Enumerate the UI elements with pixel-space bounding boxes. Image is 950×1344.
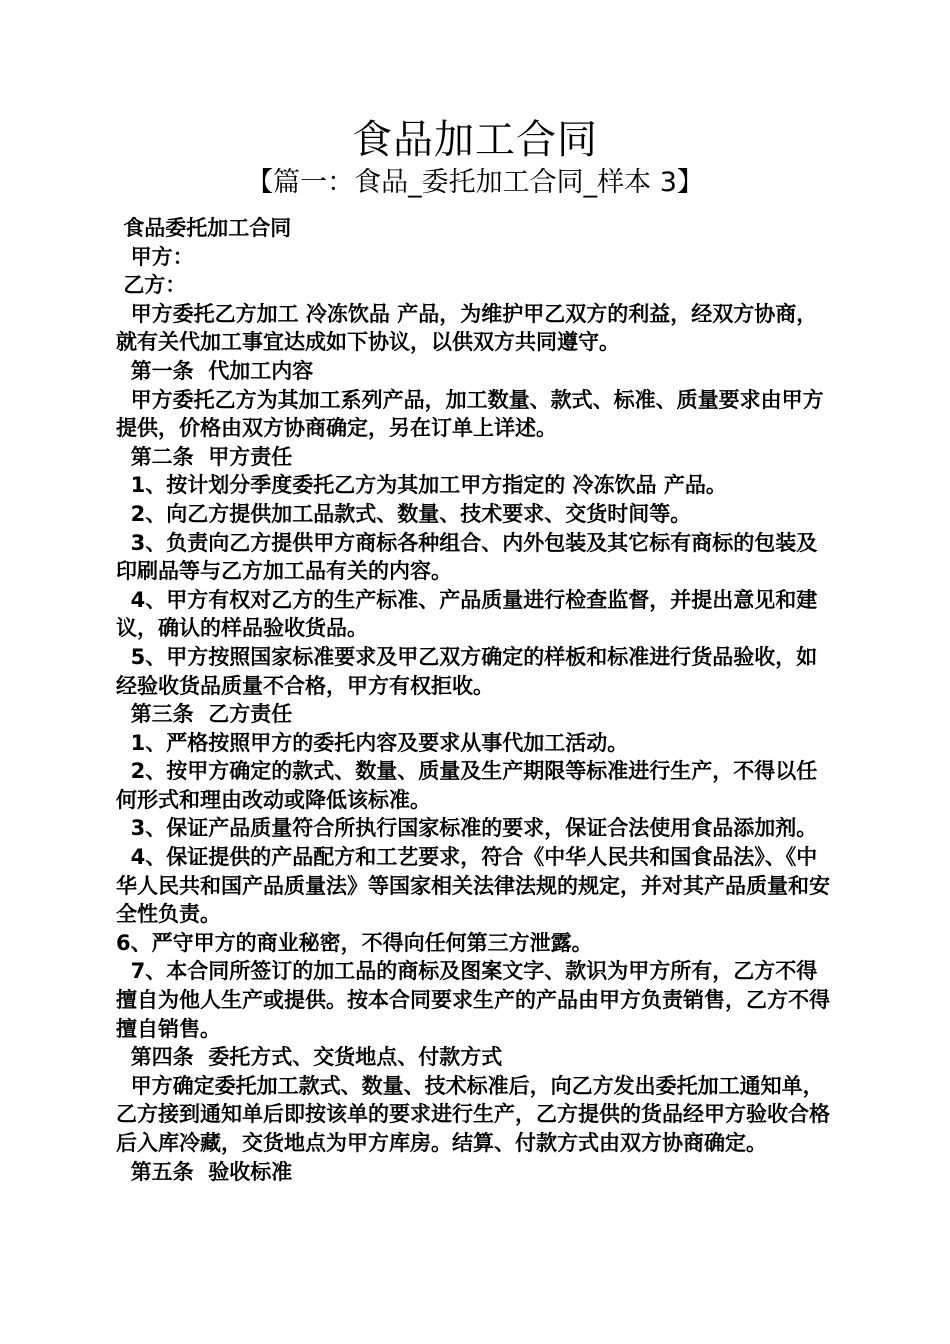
contract-body — [116, 214, 832, 1186]
article-3-item: 6、严守甲方的商业秘密，不得向任何第三方泄露。 — [116, 930, 593, 955]
article-2-item: 5、甲方按照国家标准要求及甲乙双方确定的样板和标准进行货品验收，如经验收货品质量不合格，甲方有权拒收。 — [116, 644, 818, 698]
article-2-item: 2、向乙方提供加工品款式、数量、技术要求、交货时间等。 — [116, 501, 692, 526]
article-2-item: 1、按计划分季度委托乙方为其加工甲方指定的 冷冻饮品 产品。 — [116, 473, 727, 498]
heading-contract-name: 食品委托加工合同 — [116, 216, 292, 240]
party-a-line: 甲方： — [116, 244, 194, 269]
article-5-heading: 第五条 验收标准 — [116, 1159, 293, 1184]
article-4-paragraph: 甲方确定委托加工款式、数量、技术标准后，向乙方发出委托加工通知单，乙方接到通知单后即按该单的要求进行生产，乙方提供的货品经甲方验收合格后入库冷藏，交货地点为甲方库房。结算、付款方式由双方协商确定。 — [116, 1073, 830, 1155]
article-3-item: 4、保证提供的产品配方和工艺要求，符合《中华人民共和国食品法》、《中华人民共和国产品质量法》等国家相关法律法规的规定，并对其产品质量和安全性负责。 — [116, 845, 830, 927]
preamble-paragraph: 甲方委托乙方加工 冷冻饮品 产品，为维护甲乙双方的利益，经双方协商，就有关代加工事宜达成如下协议，以供双方共同遵守。 — [116, 301, 818, 355]
article-3-item: 3、保证产品质量符合所执行国家标准的要求，保证合法使用食品添加剂。 — [116, 816, 818, 841]
article-3-item: 1、严格按照甲方的委托内容及要求从事代加工活动。 — [116, 730, 629, 755]
article-2-item: 4、甲方有权对乙方的生产标准、产品质量进行检查监督，并提出意见和建议，确认的样品验收货品。 — [116, 587, 818, 641]
article-2-heading: 第二条 甲方责任 — [116, 444, 293, 469]
party-b-line: 乙方： — [116, 273, 187, 298]
article-1-heading: 第一条 代加工内容 — [116, 358, 314, 383]
article-4-heading: 第四条 委托方式、交货地点、付款方式 — [116, 1045, 503, 1070]
article-3-heading: 第三条 乙方责任 — [116, 702, 293, 727]
article-2-item: 3、负责向乙方提供甲方商标各种组合、内外包装及其它标有商标的包装及印刷品等与乙方加工品有关的内容。 — [116, 530, 818, 584]
document-subtitle: 【篇一：食品_委托加工合同_样本 3】 — [246, 167, 704, 198]
article-3-item: 7、本合同所签订的加工品的商标及图案文字、款识为甲方所有，乙方不得擅自为他人生产或提供。按本合同要求生产的产品由甲方负责销售，乙方不得擅自销售。 — [116, 959, 830, 1041]
article-3-item: 2、按甲方确定的款式、数量、质量及生产期限等标准进行生产，不得以任何形式和理由改动或降低该标准。 — [116, 759, 818, 812]
article-1-paragraph: 甲方委托乙方为其加工系列产品，加工数量、款式、标准、质量要求由甲方提供，价格由双方协商确定，另在订单上详述。 — [116, 387, 824, 441]
document-title: 食品加工合同 — [352, 117, 598, 163]
